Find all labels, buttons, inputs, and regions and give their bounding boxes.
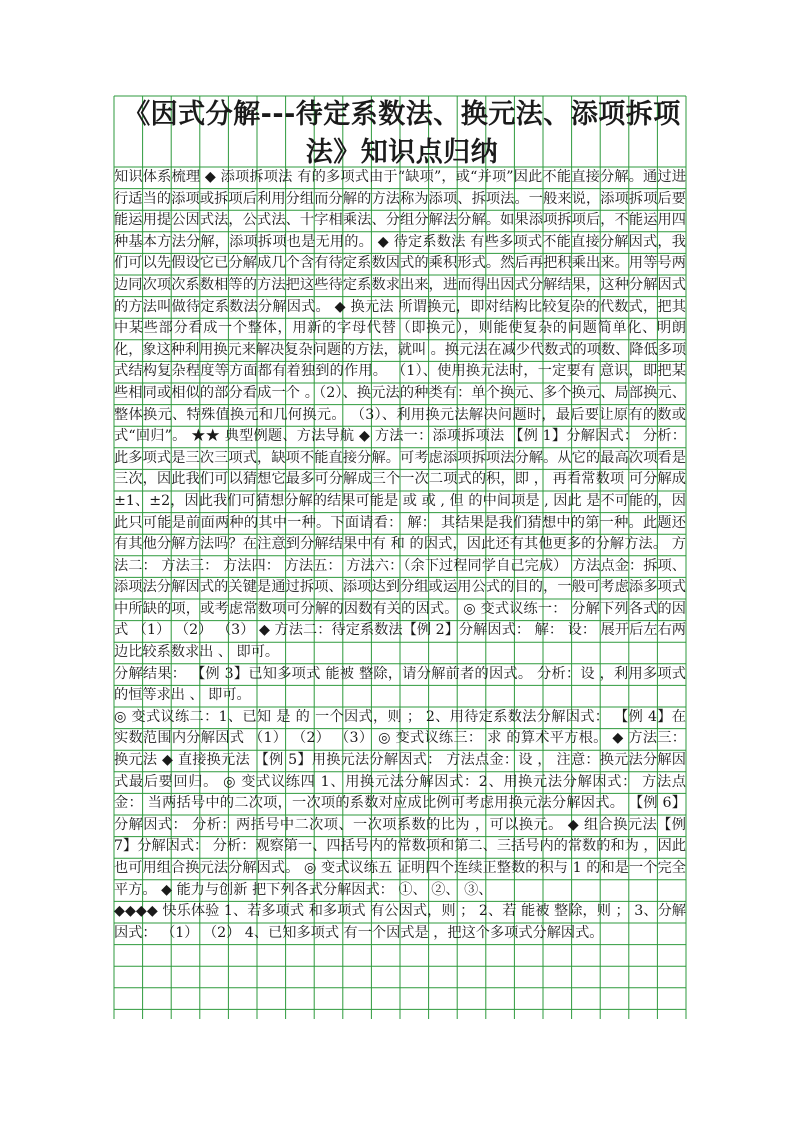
body-paragraph-1: 知识体系梳理 ◆ 添项拆项法 有的多项式由于“缺项”，或“并项”因此不能直接分解。通过进行适当的添项或拆项后利用分组而分解的方法称为添项、拆项法。一般来说，添项拆项后要能运用提公因式法，公式法、十字相乘法、分组分解法分解。如果添项拆项后，不能运用四种基本方法分解，添项拆项也是无用的。 ◆ 待定系数法 有些多项式不能直接分解因式，我们可以先假设它已分解成几个含有待定系数因式的乘积形式。然后再把积乘出来。用等号两边同次项次系数相等的方法把这些待定系数求出来，进而得出因式分解结果，这种分解因式的方法叫做待定系数法分解因式。 ◆ 换元法 所谓换元，即对结构比较复杂的代数式，把其中某些部分看成一个整体，用新的字母代替（即换元），则能使复杂的问题简单化、明朗化，象这种利用换元来解决复杂问题的方法，就叫 。换元法在减少代数式的项数、降低多项式结构复杂程度等方面都有着独到的作用。 （1）、使用换元法时，一定要有 意识，即把某些相同或相似的部分看成一个 。（2）、换元法的种类有：单个换元、多个换元、局部换元、整体换元、特殊值换元和几何换元。 （3）、利用换元法解决问题时，最后要让原有的数或式“回归”。 ★★ 典型例题、方法导航 ◆ 方法一：添项拆项法 【例 1】分解因式： 分析：此多项式是三次三项式，缺项不能直接分解。可考虑添项拆项法分解。从它的最高次项看是三次，因此我们可以猜想它最多可分解成三个一次二项式的积，即 ， 再看常数项 可分解成±1、±2，因此我们可猜想分解的结果可能是 或 或 , 但 的中间项是 , 因此 是不可能的，因此只可能是前面两种的其中一种。下面请看： 解： 其结果是我们猜想中的第一种。此题还有其他分解方法吗？在注意到分解结果中有 和 的因式，因此还有其他更多的分解方法。 方法二： 方法三： 方法四： 方法五： 方法六：（余下过程同学自己完成） 方法点金：拆项、添项法分解因式的关键是通过拆项、添项达到分组或运用公式的目的，一般可考虑添多项式中所缺的项，或考虑常数项可分解的因数有关的因式。 ◎ 变式议练一： 分解下列各式的因式 （1） （2） （3） ◆ 方法二：待定系数法【例 2】分解因式： 解： 设： 展开后左右两边比较系数求出 、 即可。 [114,169,687,661]
body-paragraph-4: ◆◆◆◆ 快乐体验 1、若多项式 和多项式 有公因式，则 ； 2、若 能被 整除，则 ； 3、分解因式： （1） （2） 4、已知多项式 有一个因式是 ，把这个多项式分解因式。 [114,903,686,941]
body-paragraph-3: ◎ 变式议练二：1、已知 是 的 一个因式，则 ； 2、用待定系数法分解因式： 【例 4】在实数范围内分解因式 （1） （2） （3） ◎ 变式议练三： 求 的算术平方根。 ◆ 方法三：换元法 ◆ 直接换元法 【例 5】用换元法分解因式： 方法点金：设 ， 注意：换元法分解因式最后要回归。 ◎ 变式议练四 1、用换元法分解因式：2、用换元法分解因式： 方法点金： 当两括号中的二次项，一次项的系数对应成比例可考虑用换元法分解因式。 【例 6】分解因式： 分析：两括号中二次项、一次项系数的比为 ，可以换元。 ◆ 组合换元法【例 7】分解因式： 分析：观察第一、四括号内的常数项和第二、三括号内的常数的和为 ，因此也可用组合换元法分解因式。 ◎ 变式议练五 证明四个连续正整数的积与 1 的和是一个完全平方。 ◆ 能力与创新 把下列各式分解因式： ①、 ②、 ③、 [114,708,686,898]
body-paragraph-2: 分解结果： 【例 3】已知多项式 能被 整除，请分解前者的因式。 分析：设 ，利用多项式的恒等求出 、 即可。 [114,665,686,704]
document-title: 《因式分解---待定系数法、换元法、添项拆项法》知识点归纳 [123,99,681,168]
document-body [114,167,686,944]
